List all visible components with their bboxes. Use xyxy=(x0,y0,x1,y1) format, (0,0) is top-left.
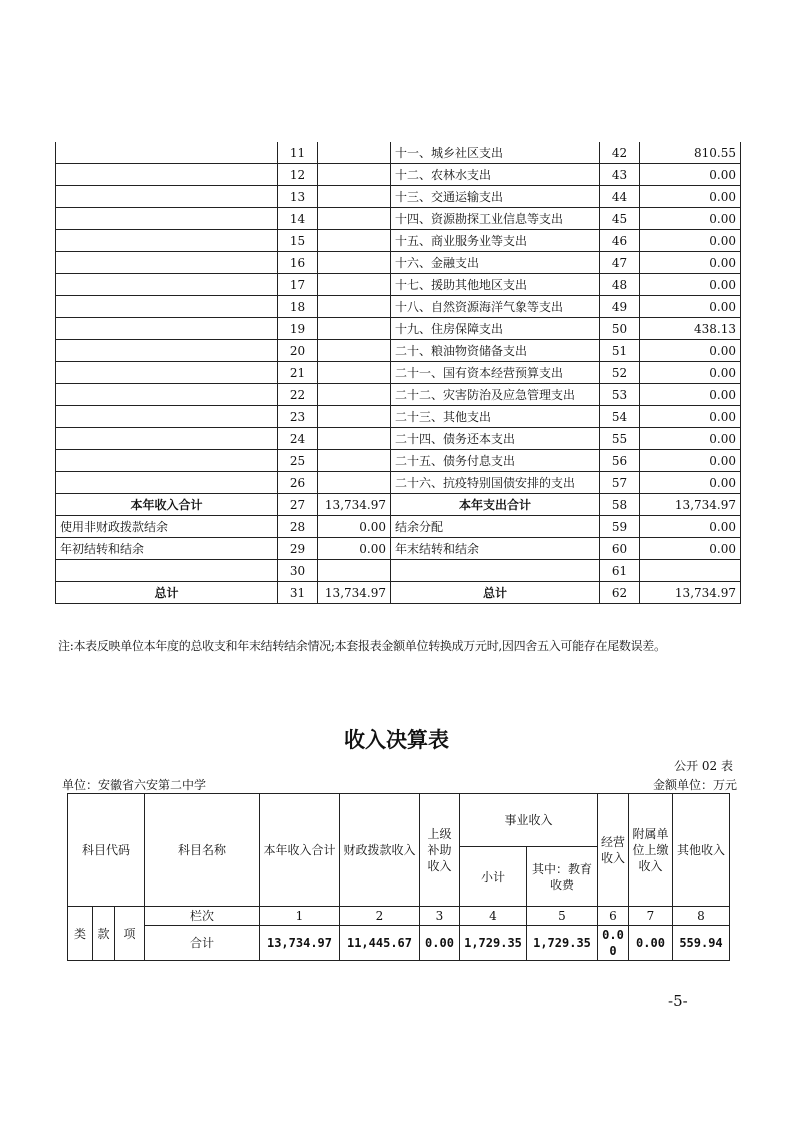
income-amount: 0.00 xyxy=(318,538,391,560)
expenditure-line-no: 58 xyxy=(600,494,640,516)
expenditure-item-label: 十二、农林水支出 xyxy=(391,164,600,186)
expenditure-amount: 0.00 xyxy=(640,384,741,406)
expenditure-item-label: 结余分配 xyxy=(391,516,600,538)
expenditure-amount: 438.13 xyxy=(640,318,741,340)
expenditure-amount: 0.00 xyxy=(640,538,741,560)
column-no: 4 xyxy=(460,907,527,926)
header-kuan: 款 xyxy=(93,907,115,961)
income-amount xyxy=(318,164,391,186)
income-amount xyxy=(318,406,391,428)
page-number: -5- xyxy=(668,992,688,1010)
income-amount xyxy=(318,560,391,582)
income-amount xyxy=(318,208,391,230)
income-item-label xyxy=(56,274,278,296)
column-no: 1 xyxy=(260,907,340,926)
expenditure-line-no: 62 xyxy=(600,582,640,604)
column-no: 6 xyxy=(598,907,629,926)
expenditure-item-label: 十三、交通运输支出 xyxy=(391,186,600,208)
expenditure-line-no: 42 xyxy=(600,142,640,164)
income-table-title: 收入决算表 xyxy=(344,728,449,752)
income-amount xyxy=(318,472,391,494)
income-line-no: 14 xyxy=(278,208,318,230)
expenditure-amount: 0.00 xyxy=(640,428,741,450)
header-other: 其他收入 xyxy=(673,794,730,907)
income-line-no: 30 xyxy=(278,560,318,582)
header-business-edu: 其中：教育收费 xyxy=(527,847,598,907)
income-line-no: 26 xyxy=(278,472,318,494)
income-amount xyxy=(318,362,391,384)
table-row xyxy=(56,560,741,582)
table-row xyxy=(56,538,741,560)
expenditure-item-label: 十一、城乡社区支出 xyxy=(391,142,600,164)
expenditure-line-no: 47 xyxy=(600,252,640,274)
table-row xyxy=(56,450,741,472)
total-value: 1,729.35 xyxy=(527,926,598,961)
expenditure-amount: 0.00 xyxy=(640,296,741,318)
total-value: 0.00 xyxy=(420,926,460,961)
expenditure-line-no: 53 xyxy=(600,384,640,406)
header-operating: 经营收入 xyxy=(598,794,629,907)
expenditure-line-no: 46 xyxy=(600,230,640,252)
expenditure-amount: 0.00 xyxy=(640,340,741,362)
income-item-label xyxy=(56,450,278,472)
income-amount xyxy=(318,450,391,472)
income-line-no: 17 xyxy=(278,274,318,296)
income-amount xyxy=(318,274,391,296)
income-item-label xyxy=(56,142,278,164)
header-code: 科目代码 xyxy=(68,794,145,907)
income-item-label xyxy=(56,428,278,450)
income-amount xyxy=(318,384,391,406)
income-line-no: 18 xyxy=(278,296,318,318)
column-no: 3 xyxy=(420,907,460,926)
income-line-no: 27 xyxy=(278,494,318,516)
table-row xyxy=(56,582,741,604)
expenditure-item-label: 二十六、抗疫特别国债安排的支出 xyxy=(391,472,600,494)
header-business: 事业收入 xyxy=(460,794,598,847)
income-item-label: 使用非财政拨款结余 xyxy=(56,516,278,538)
income-amount xyxy=(318,230,391,252)
expenditure-item-label: 年末结转和结余 xyxy=(391,538,600,560)
expenditure-item-label: 十九、住房保障支出 xyxy=(391,318,600,340)
income-amount xyxy=(318,252,391,274)
table-row xyxy=(56,428,741,450)
expenditure-amount: 0.00 xyxy=(640,230,741,252)
expenditure-item-label: 二十一、国有资本经营预算支出 xyxy=(391,362,600,384)
expenditure-item-label: 本年支出合计 xyxy=(391,494,600,516)
expenditure-item-label: 十五、商业服务业等支出 xyxy=(391,230,600,252)
header-name: 科目名称 xyxy=(145,794,260,907)
income-line-no: 21 xyxy=(278,362,318,384)
income-line-no: 28 xyxy=(278,516,318,538)
column-no: 8 xyxy=(673,907,730,926)
income-final-accounts-table xyxy=(67,793,730,961)
expenditure-amount: 0.00 xyxy=(640,472,741,494)
income-item-label: 年初结转和结余 xyxy=(56,538,278,560)
expenditure-line-no: 52 xyxy=(600,362,640,384)
income-line-no: 13 xyxy=(278,186,318,208)
table-row xyxy=(56,318,741,340)
expenditure-item-label: 二十四、债务还本支出 xyxy=(391,428,600,450)
table-row xyxy=(56,406,741,428)
total-value: 13,734.97 xyxy=(260,926,340,961)
expenditure-amount: 13,734.97 xyxy=(640,494,741,516)
total-value: 0.00 xyxy=(598,926,629,961)
table-row xyxy=(56,164,741,186)
income-amount xyxy=(318,142,391,164)
expenditure-amount: 13,734.97 xyxy=(640,582,741,604)
expenditure-amount: 0.00 xyxy=(640,186,741,208)
amount-unit: 金额单位：万元 xyxy=(652,778,737,792)
expenditure-line-no: 61 xyxy=(600,560,640,582)
income-item-label xyxy=(56,472,278,494)
header-superior: 上级补助收入 xyxy=(420,794,460,907)
expenditure-line-no: 51 xyxy=(600,340,640,362)
income-line-no: 29 xyxy=(278,538,318,560)
income-line-no: 16 xyxy=(278,252,318,274)
income-item-label: 本年收入合计 xyxy=(56,494,278,516)
income-line-no: 20 xyxy=(278,340,318,362)
total-value: 559.94 xyxy=(673,926,730,961)
header-total: 本年收入合计 xyxy=(260,794,340,907)
table-row xyxy=(56,252,741,274)
expenditure-line-no: 48 xyxy=(600,274,640,296)
table-row xyxy=(56,208,741,230)
expenditure-line-no: 43 xyxy=(600,164,640,186)
expenditure-item-label: 十八、自然资源海洋气象等支出 xyxy=(391,296,600,318)
expenditure-line-no: 60 xyxy=(600,538,640,560)
income-line-no: 19 xyxy=(278,318,318,340)
income-line-no: 15 xyxy=(278,230,318,252)
income-item-label xyxy=(56,296,278,318)
expenditure-amount: 0.00 xyxy=(640,164,741,186)
expenditure-item-label: 二十、粮油物资储备支出 xyxy=(391,340,600,362)
expenditure-item-label: 总计 xyxy=(391,582,600,604)
income-amount: 0.00 xyxy=(318,516,391,538)
expenditure-line-no: 54 xyxy=(600,406,640,428)
table-row xyxy=(56,340,741,362)
column-no: 7 xyxy=(629,907,673,926)
income-amount: 13,734.97 xyxy=(318,582,391,604)
table-row xyxy=(56,384,741,406)
header-business-subtotal: 小计 xyxy=(460,847,527,907)
income-amount xyxy=(318,340,391,362)
expenditure-amount: 0.00 xyxy=(640,274,741,296)
column-no: 5 xyxy=(527,907,598,926)
expenditure-item-label: 二十五、债务付息支出 xyxy=(391,450,600,472)
column-no-label: 栏次 xyxy=(145,907,260,926)
income-item-label xyxy=(56,208,278,230)
expenditure-amount: 0.00 xyxy=(640,362,741,384)
income-expenditure-table xyxy=(55,142,741,604)
expenditure-item-label: 十四、资源勘探工业信息等支出 xyxy=(391,208,600,230)
expenditure-line-no: 59 xyxy=(600,516,640,538)
table-row xyxy=(56,494,741,516)
column-no: 2 xyxy=(340,907,420,926)
income-line-no: 24 xyxy=(278,428,318,450)
total-value: 1,729.35 xyxy=(460,926,527,961)
table-row xyxy=(56,142,741,164)
expenditure-amount: 0.00 xyxy=(640,450,741,472)
expenditure-line-no: 57 xyxy=(600,472,640,494)
expenditure-amount: 0.00 xyxy=(640,252,741,274)
expenditure-line-no: 45 xyxy=(600,208,640,230)
expenditure-line-no: 55 xyxy=(600,428,640,450)
income-item-label xyxy=(56,164,278,186)
expenditure-amount: 0.00 xyxy=(640,406,741,428)
total-row-label: 合计 xyxy=(145,926,260,961)
table-row xyxy=(56,230,741,252)
total-value: 0.00 xyxy=(629,926,673,961)
income-item-label xyxy=(56,318,278,340)
table-note: 注:本表反映单位本年度的总收支和年末结转结余情况;本套报表金额单位转换成万元时,因四舍五入可能存在尾数误差。 xyxy=(58,639,666,653)
income-item-label xyxy=(56,252,278,274)
income-line-no: 11 xyxy=(278,142,318,164)
table-row xyxy=(56,296,741,318)
expenditure-line-no: 44 xyxy=(600,186,640,208)
table-row xyxy=(56,274,741,296)
table-row xyxy=(56,472,741,494)
table-row xyxy=(56,186,741,208)
income-line-no: 25 xyxy=(278,450,318,472)
income-amount xyxy=(318,186,391,208)
expenditure-amount xyxy=(640,560,741,582)
expenditure-line-no: 50 xyxy=(600,318,640,340)
income-line-no: 23 xyxy=(278,406,318,428)
expenditure-amount: 0.00 xyxy=(640,208,741,230)
income-item-label xyxy=(56,230,278,252)
income-item-label xyxy=(56,340,278,362)
header-lei: 类 xyxy=(68,907,93,961)
header-affiliated: 附属单位上缴收入 xyxy=(629,794,673,907)
expenditure-item-label: 十六、金融支出 xyxy=(391,252,600,274)
table-number: 公开 02 表 xyxy=(674,759,733,773)
income-amount xyxy=(318,318,391,340)
income-line-no: 31 xyxy=(278,582,318,604)
income-item-label xyxy=(56,384,278,406)
expenditure-amount: 0.00 xyxy=(640,516,741,538)
income-line-no: 12 xyxy=(278,164,318,186)
expenditure-item-label: 十七、援助其他地区支出 xyxy=(391,274,600,296)
expenditure-line-no: 49 xyxy=(600,296,640,318)
income-amount: 13,734.97 xyxy=(318,494,391,516)
income-item-label xyxy=(56,362,278,384)
expenditure-line-no: 56 xyxy=(600,450,640,472)
header-xiang: 项 xyxy=(115,907,145,961)
income-amount xyxy=(318,296,391,318)
header-fiscal: 财政拨款收入 xyxy=(340,794,420,907)
income-line-no: 22 xyxy=(278,384,318,406)
income-amount xyxy=(318,428,391,450)
income-item-label xyxy=(56,406,278,428)
total-value: 11,445.67 xyxy=(340,926,420,961)
expenditure-amount: 810.55 xyxy=(640,142,741,164)
expenditure-item-label xyxy=(391,560,600,582)
income-item-label xyxy=(56,186,278,208)
table-row xyxy=(56,516,741,538)
table-row xyxy=(56,362,741,384)
income-item-label xyxy=(56,560,278,582)
expenditure-item-label: 二十二、灾害防治及应急管理支出 xyxy=(391,384,600,406)
income-item-label: 总计 xyxy=(56,582,278,604)
expenditure-item-label: 二十三、其他支出 xyxy=(391,406,600,428)
reporting-unit: 单位：安徽省六安第二中学 xyxy=(62,778,207,792)
